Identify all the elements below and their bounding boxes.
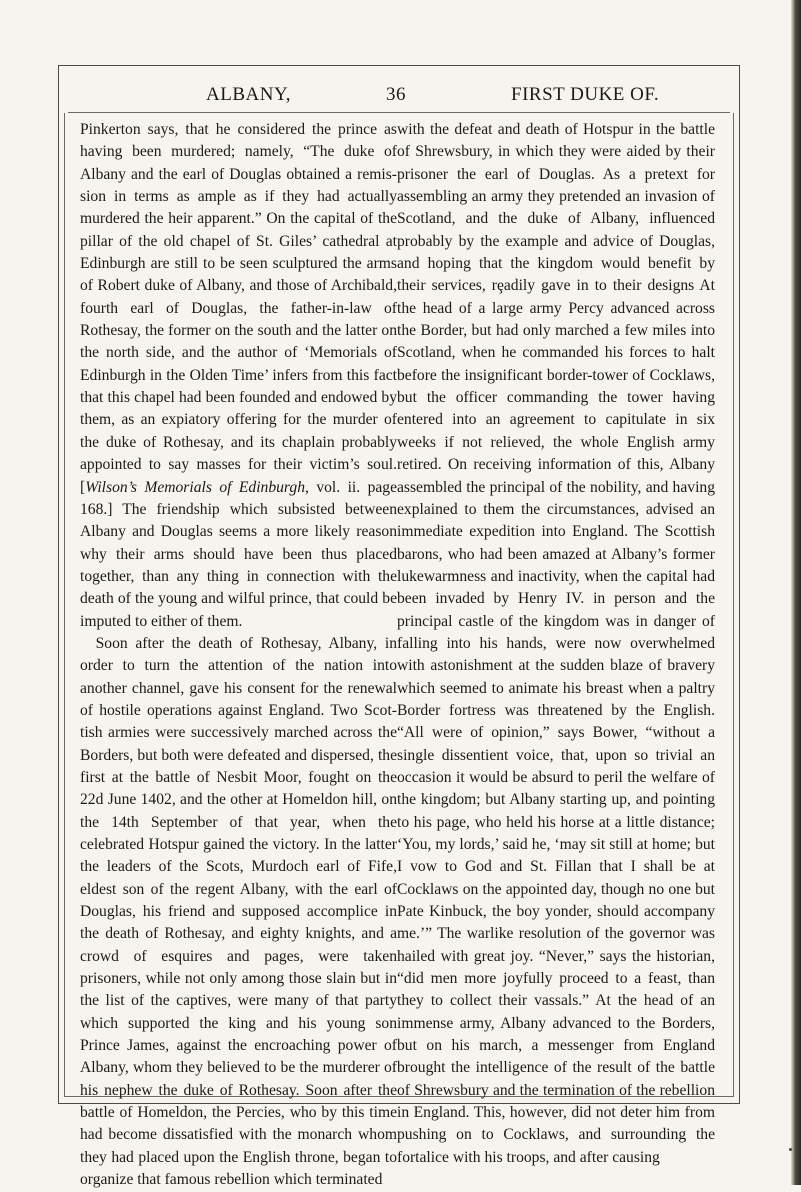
- paragraph-text: Pinkerton says, that he considered the prince as having been murdered; namely, “The duke of Albany and the earl of Douglas obtained a remission in terms as ample as if they had actually murdered the heir apparent.” On the capital of the pillar of the old chapel of St. Giles’ cathedral at Edinburgh are still to be seen sculptured the arms of Robert duke of Albany, and those of Archibald, fourth earl of Douglas, the father-in-law of Rothesay, the former on the south and the latter on the north side, and the author of ‘Memorials of Edinburgh in the Olden Time’ infers from this fact that this chapel had been founded and endowed by them, as an expiatory offering for the murder of the duke of Rothesay, and its chaplain probably appointed to say masses for their victim’s soul. [: [80, 121, 397, 496]
- left-column: [80, 119, 397, 1192]
- scan-speck: [789, 1148, 792, 1151]
- paragraph: [80, 119, 397, 633]
- paragraph: Soon after the death of Rothesay, Albany, in order to turn the attention of the nation into another channel, gave his consent for the renewal of hostile operations against England. Two Scottish armies were successively marched across the Borders, but both were defeated and dispersed, the first at the battle of Nesbit Moor, fought on the 22d June 1402, and the other at Homeldon hill, on the 14th September of that year, when the celebrated Hotspur gained the victory. In the latter the leaders of the Scots, Murdoch earl of Fife, eldest son of the regent Albany, with the earl of Douglas, his friend and supposed accomplice in the death of Rothesay, and eighty knights, and a crowd of esquires and pages, were taken prisoners, while not only among those slain but in the list of the captives, were many of that party which supported the king and his young son Prince James, against the encroaching power of Albany, whom they believed to be the murderer of his nephew the duke of Rothesay. Soon after the battle of Homeldon, the Percies, who by this time had become dissatisfied with the monarch whom they had placed upon the English throne, began to organize that famous rebellion which terminated: [80, 634, 397, 1189]
- header-rule: [68, 112, 730, 113]
- citation-title: Wilson’s Memorials of Edinburgh: [85, 478, 306, 496]
- right-column: [397, 119, 715, 1169]
- paragraph: with the defeat and death of Hotspur in the battle of Shrewsbury, in which they were aided by their prisoner the earl of Douglas. As a pretext for assembling an army they pretended an invasion of Scotland, and the duke of Albany, influenced probably by the example and advice of Douglas, and hoping that the kingdom would benefit by their services, rȩadily gave in to their designs At the head of a large army Percy advanced across the Border, but had only marched a few miles into Scotland, when he commanded his forces to halt before the insignificant border-tower of Cocklaws, but the officer commanding the tower having entered into an agreement to capitulate in six weeks if not relieved, the whole English army retired. On receiving information of this, Albany assembled the principal of the nobility, and having explained to them the circumstances, advised an immediate expedition into England. The Scottish barons, who had been amazed at Albany’s former lukewarmness and inactivity, when the capital had been invaded by Henry IV. in person and the principal castle of the kingdom was in danger of falling into his hands, were now overwhelmed with astonishment at the sudden blaze of bravery which seemed to animate his breast when a paltry Border fortress was threatened by the English. “All were of opinion,” says Bower, “without a single dissentient voice, that, upon so trivial an occasion it would be absurd to peril the welfare of the kingdom; but Albany starting up, and pointing to his page, who held his horse at a little distance; ‘You, my lords,’ said he, ‘may sit still at home; but I vow to God and St. Fillan that I shall be at Cocklaws on the appointed day, though no one but Pate Kinbuck, the boy yonder, should accompany me.’” The warlike resolution of the governor was hailed with great joy. “Never,” says the historian, “did men more joyfully proceed to a feast, than they to collect their vassals.” At the head of an immense army, Albany advanced to the Borders, but on his march, a messenger from England brought the intelligence of the result of the battle of Shrewsbury and the termination of the rebellion in England. This, however, did not deter him from pushing on to Cocklaws, and surrounding the fortalice with his troops, and after causing: [397, 121, 715, 1166]
- running-header: [68, 84, 728, 110]
- paragraph-text: , vol. ii. page 168.] The friendship which subsisted between Albany and Douglas seems a more likely reason why their arms should have been thus placed together, than any thing in connection with the death of the young and wilful prince, that could be imputed to either of them.: [80, 478, 398, 630]
- scan-edge: [791, 0, 801, 1185]
- header-left: ALBANY,: [206, 84, 291, 105]
- page-number: 36: [386, 84, 406, 105]
- header-right: FIRST DUKE OF.: [511, 84, 660, 105]
